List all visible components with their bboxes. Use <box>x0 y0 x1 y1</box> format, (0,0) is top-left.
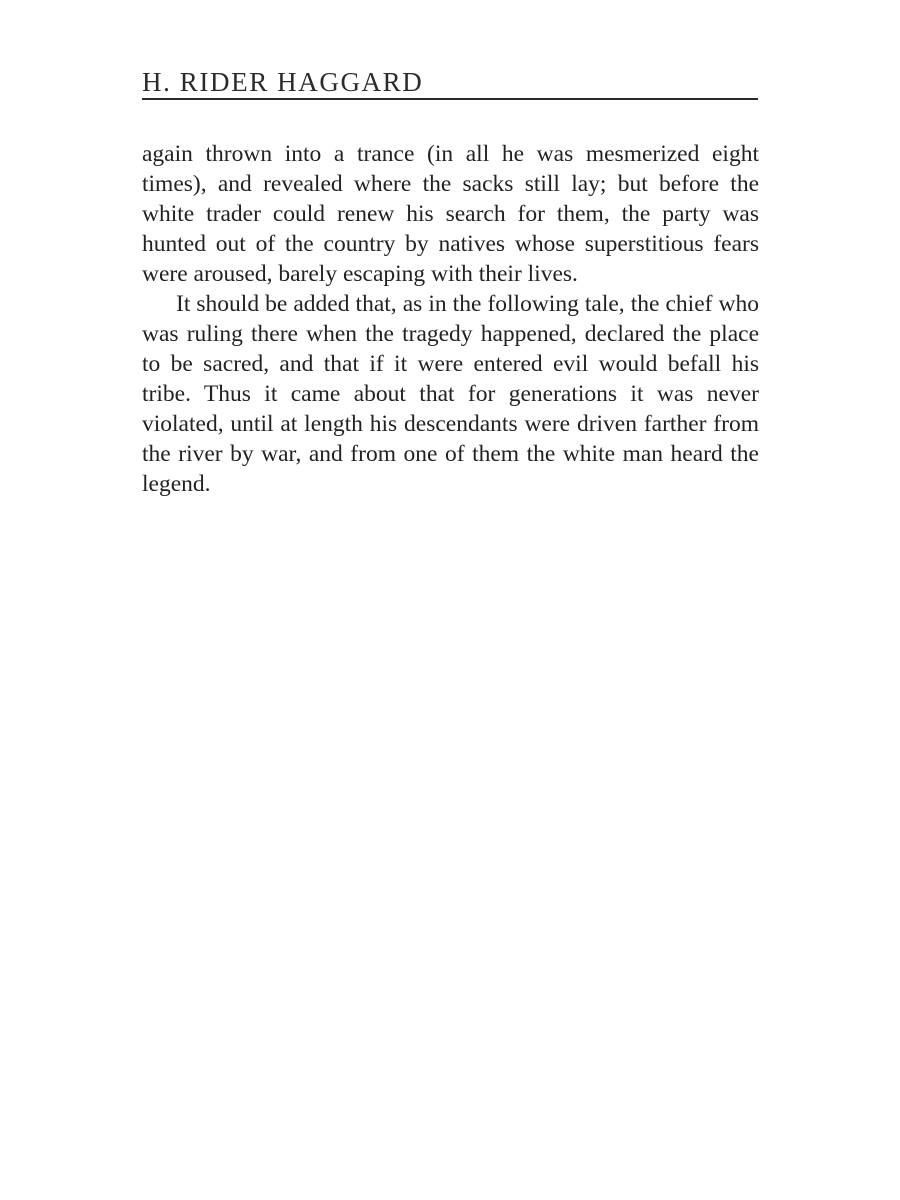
running-head-author: H. RIDER HAGGARD <box>142 67 424 97</box>
paragraph: It should be added that, as in the following tale, the chief who was ruling there when the tragedy happened, declared the place to be sacred, and that if it were entered evil would befall his tribe. Thus it came about that for generations it was never violated, until at length his descendants were driven farther from the river by war, and from one of them the white man heard the legend. <box>142 291 759 497</box>
paragraph-continued: again thrown into a trance (in all he was mesmerized eight times), and revealed where the sacks still lay; but before the white trader could renew his search for them, the party was hunted out of the country by natives whose superstitious fears were aroused, barely escaping with their lives. <box>142 141 759 287</box>
body-text <box>142 139 759 499</box>
running-head <box>142 66 758 100</box>
